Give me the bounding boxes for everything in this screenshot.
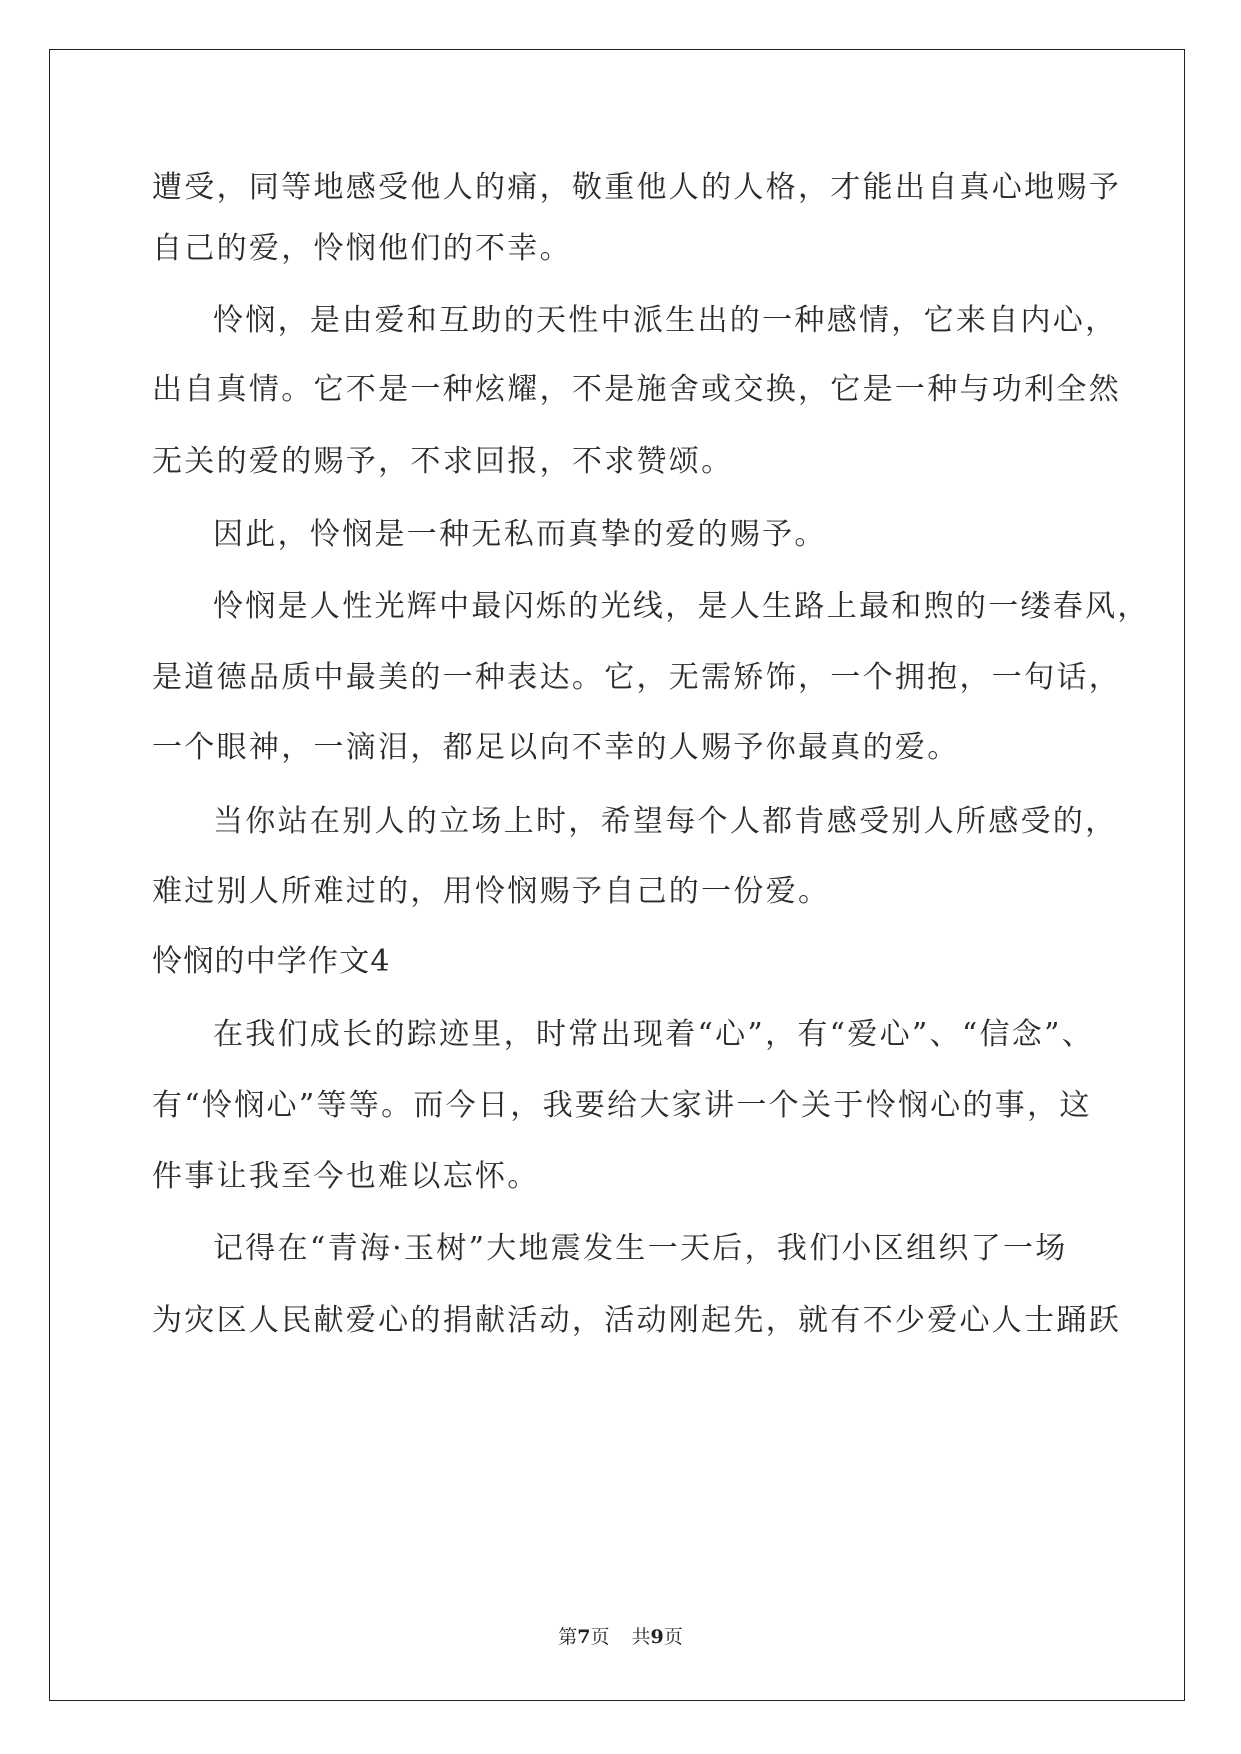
body-line: 难过别人所难过的，用怜悯赐予自己的一份爱。	[152, 874, 831, 909]
paragraph-first-line: 因此，怜悯是一种无私而真挚的爱的赐予。	[213, 517, 827, 552]
footer-prefix: 第	[558, 1626, 578, 1648]
current-page-number: 7	[577, 1626, 591, 1648]
footer-total-prefix: 共	[631, 1626, 651, 1648]
body-line: 为灾区人民献爱心的捐献活动，活动刚起先，就有不少爱心人士踊跃	[152, 1303, 1121, 1338]
section-heading: 怜悯的中学作文4	[152, 944, 391, 979]
paragraph-first-line: 当你站在别人的立场上时，希望每个人都肯感受别人所感受的，	[213, 804, 1118, 839]
body-line: 件事让我至今也难以忘怀。	[152, 1159, 540, 1194]
total-pages-number: 9	[650, 1626, 664, 1648]
body-line: 自己的爱，怜悯他们的不幸。	[152, 231, 572, 266]
page-footer	[0, 1625, 1241, 1649]
body-line: 有“怜悯心”等等。而今日，我要给大家讲一个关于怜悯心的事，这	[152, 1088, 1092, 1123]
body-line: 一个眼神，一滴泪，都足以向不幸的人赐予你最真的爱。	[152, 730, 960, 765]
footer-page-suffix: 页	[590, 1626, 610, 1648]
paragraph-first-line: 怜悯，是由爱和互助的天性中派生出的一种感情，它来自内心，	[213, 303, 1118, 338]
paragraph-first-line: 记得在“青海·玉树”大地震发生一天后，我们小区组织了一场	[213, 1231, 1068, 1266]
body-line: 遭受，同等地感受他人的痛，敬重他人的人格，才能出自真心地赐予	[152, 170, 1121, 205]
footer-total-suffix: 页	[663, 1626, 683, 1648]
paragraph-first-line: 怜悯是人性光辉中最闪烁的光线，是人生路上最和煦的一缕春风，	[213, 589, 1150, 624]
body-line: 出自真情。它不是一种炫耀，不是施舍或交换，它是一种与功利全然	[152, 372, 1121, 407]
body-line: 是道德品质中最美的一种表达。它，无需矫饰，一个拥抱，一句话，	[152, 660, 1121, 695]
paragraph-first-line: 在我们成长的踪迹里，时常出现着“心”，有“爱心”、“信念”、	[213, 1017, 1095, 1052]
body-line: 无关的爱的赐予，不求回报，不求赞颂。	[152, 444, 734, 479]
